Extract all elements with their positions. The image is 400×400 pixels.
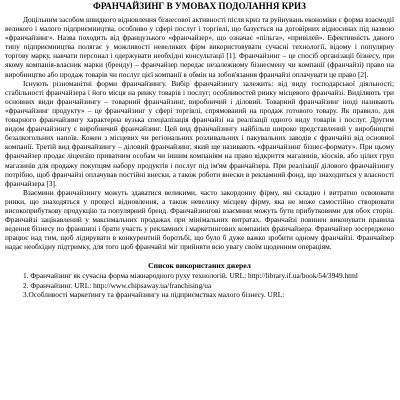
paragraph-forms: Існують різноманітні форми франчайзингу. Вибір франчайзингу залежить: від виду господарської діяльності; стабільності франчайзера і його місця на ринку товарів і послуг; особливостей ринку місцевого франчайзі. Виділяють три основних види франчайзингу – товарний франчайзинг, виробничий і діловий. Товарний франчайзинг іноді називають «франчайзинг продукту» – це франчайзинг у сфері торгівлі, спрямований на продаж готового товару. Як правило, для товарного франчайзингу характерна вузька спеціалізація франчайзі на реалізації одного виду товарів і послуг. Другим видом франчайзингу є виробничий франчайзинг. Цей вид франчайзингу найбільш широко представлений у виробництві безалкогольних напоїв. Кожен з місцевих чи регіональних розливальних і пакувальних заводів є франчайзі від основної компанії. Третій вид франчайзингу – діловий франчайзинг, який ще називають «франчайзинг бізнес-формату». При цьому франчайзер продає ліцензію приватним особам чи іншим компаніям на право відкриття магазинів, кіосків, або цілих груп магазинів для продажу покупцям набору продуктів і послуг під ім'ям франчайзера. При реалізації ділового франчайзингу потрібно, щоб франчайзі оплачував постійні внески, а також роботи внески в рекламний фонд, що знаходиться у власності франчайзера [3].	[5, 78, 394, 188]
reference-item-2: 2. Франчайзинг. URL: http://www.chipsaway.ua/franchising/ua	[23, 280, 212, 290]
paragraph-relations: Взаємини франчайзингу можуть здаватися великими, часто закордонну фірму, які складно і витратно освоювати ринки, що знаходяться у процесі відновлення, а також невелику місцеву фірму, яка не може самостійно створювати високоприбуткову продукцію та популярний бренд. Франчайзингові взаємини можуть бути прибутковими для обох сторін. Франчайзі зацікавлений у максимальних продажах при мінімальних витратах. Франчайзі повинен виконувати правила ведення бізнесу по франшизі і брати участь у рекламних і маркетингових компаніях франчайзера. Франчайзер зосереджено працює над тим, щоб лідирувати в конкурентній боротьбі, що було б дуже важко зробити одному франчайзі. Франчайзер надає необхідну підтримку, для того щоб франчайзі міг прийняти всю увагу своїм щоденним операціям.	[5, 187, 394, 252]
references-heading: Список використаних джерел	[148, 261, 251, 271]
reference-item-1: 1. Франчайзинг як сучасна форма міжнародного руху технологій. URL: http://library.if.ua/book/54/3949.html	[23, 271, 358, 281]
reference-item-3: 3.Особливості маркетингу та франчайзингу на підприємствах малого бізнесу. URL:	[23, 289, 285, 299]
document-title: ФРАНЧАЙЗИНГ В УМОВАХ ПОДОЛАННЯ КРИЗ	[93, 1, 306, 11]
paragraph-intro: Доцільним засобом швидкого відновлення бізнесової активності після криз та руйнувань економіки є форма взаємодії великого і малого підприємництва, особливо у сфері послуг і торгівлі, що базується на договірних відносинах під назвою «франчайзинг». Назва походить від французького «франчайзер», що означає «пільга», «привілей». Ефективність даного типу підприємництва полягає у можливості невеликих фірм використовувати сучасні технології, відому і популярну торгову марку, навчати персонал і одержувати необхідні консультації [1]. Франчайзинг – це спосіб організації бізнесу, при якому компанія-власник марки (бренду) – франчайзер передає незалежному бізнесмену чи компанії (франчайзі) право на виробництво або продаж товарів чи послуг цієї компанії в обмін на зобов'язання франчайзі оплачувати це право [2].	[5, 15, 394, 79]
